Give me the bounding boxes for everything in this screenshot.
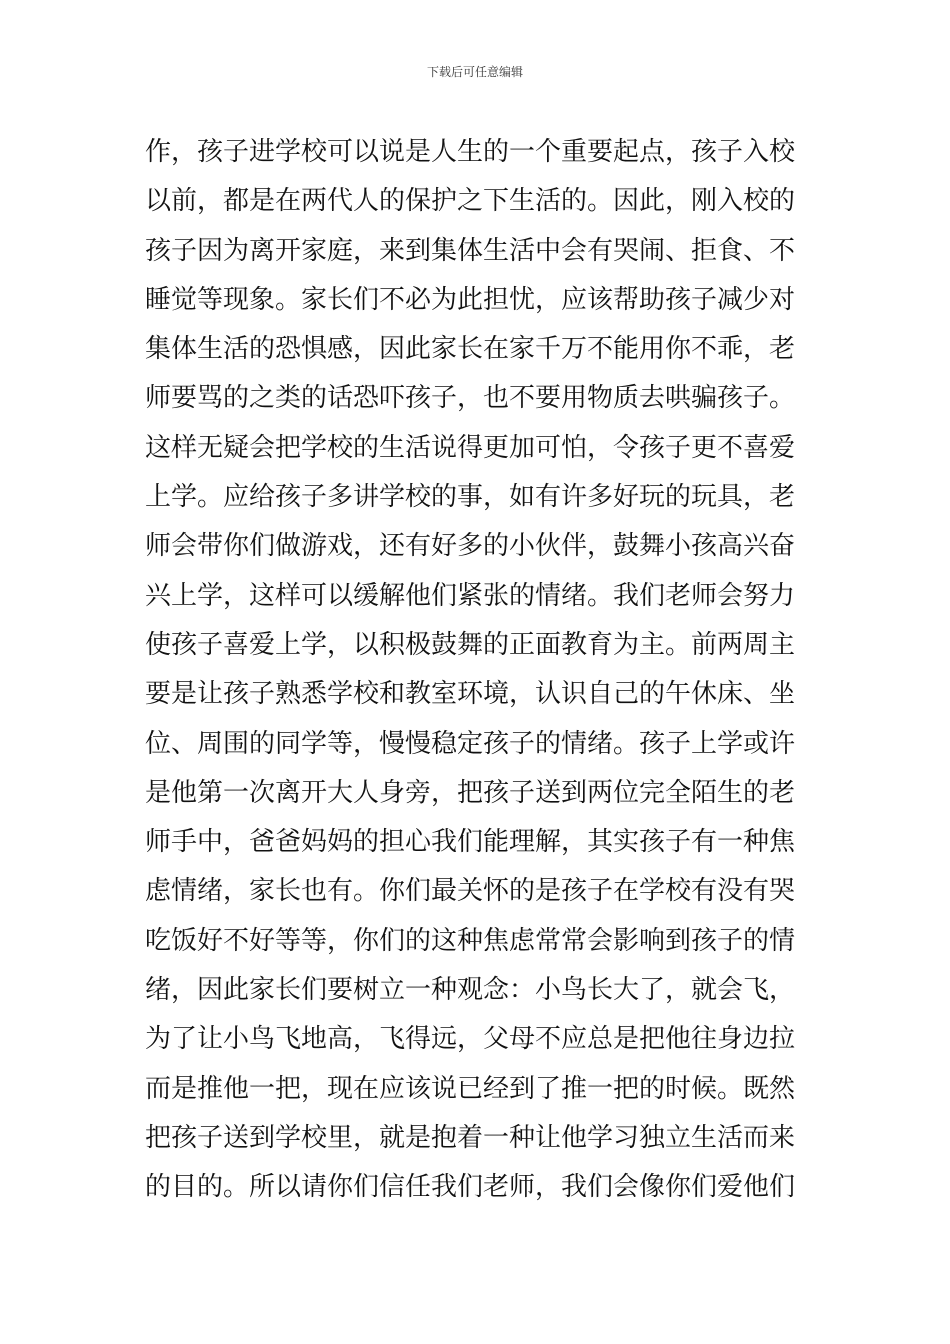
text-line: 要是让孩子熟悉学校和教室环境，认识自己的午休床、坐	[145, 679, 796, 710]
body-text	[145, 128, 810, 1213]
text-line: 把孩子送到学校里，就是抱着一种让他学习独立生活而来	[145, 1122, 796, 1153]
text-line: 集体生活的恐惧感，因此家长在家千万不能用你不乖，老	[145, 334, 796, 365]
text-line: 而是推他一把，现在应该说已经到了推一把的时候。既然	[145, 1073, 796, 1104]
page-header: 下载后可任意编辑	[426, 65, 523, 79]
text-line: 的目的。所以请你们信任我们老师，我们会像你们爱他们	[145, 1172, 796, 1203]
text-line: 为了让小鸟飞地高，飞得远，父母不应总是把他往身边拉	[145, 1024, 796, 1055]
text-line: 绪，因此家长们要树立一种观念：小鸟长大了，就会飞，	[145, 975, 796, 1006]
text-line: 位、周围的同学等，慢慢稳定孩子的情绪。孩子上学或许	[145, 728, 796, 759]
text-line: 这样无疑会把学校的生活说得更加可怕，令孩子更不喜爱	[145, 432, 796, 463]
text-line: 虑情绪，家长也有。你们最关怀的是孩子在学校有没有哭	[145, 876, 796, 907]
text-line: 吃饭好不好等等，你们的这种焦虑常常会影响到孩子的情	[145, 925, 796, 956]
text-line: 师要骂的之类的话恐吓孩子，也不要用物质去哄骗孩子。	[145, 383, 796, 414]
text-line: 使孩子喜爱上学，以积极鼓舞的正面教育为主。前两周主	[145, 629, 796, 660]
text-line: 睡觉等现象。家长们不必为此担忧，应该帮助孩子减少对	[145, 284, 796, 315]
text-line: 师手中，爸爸妈妈的担心我们能理解，其实孩子有一种焦	[145, 827, 796, 858]
text-line: 师会带你们做游戏，还有好多的小伙伴，鼓舞小孩高兴奋	[145, 531, 796, 562]
text-line: 作，孩子进学校可以说是人生的一个重要起点，孩子入校	[145, 137, 796, 167]
text-line: 上学。应给孩子多讲学校的事，如有许多好玩的玩具，老	[145, 482, 796, 513]
text-line: 以前，都是在两代人的保护之下生活的。因此，刚入校的	[145, 186, 796, 217]
text-line: 孩子因为离开家庭，来到集体生活中会有哭闹、拒食、不	[145, 235, 796, 266]
text-line: 是他第一次离开大人身旁，把孩子送到两位完全陌生的老	[145, 777, 796, 808]
text-line: 兴上学，这样可以缓解他们紧张的情绪。我们老师会努力	[145, 580, 796, 611]
